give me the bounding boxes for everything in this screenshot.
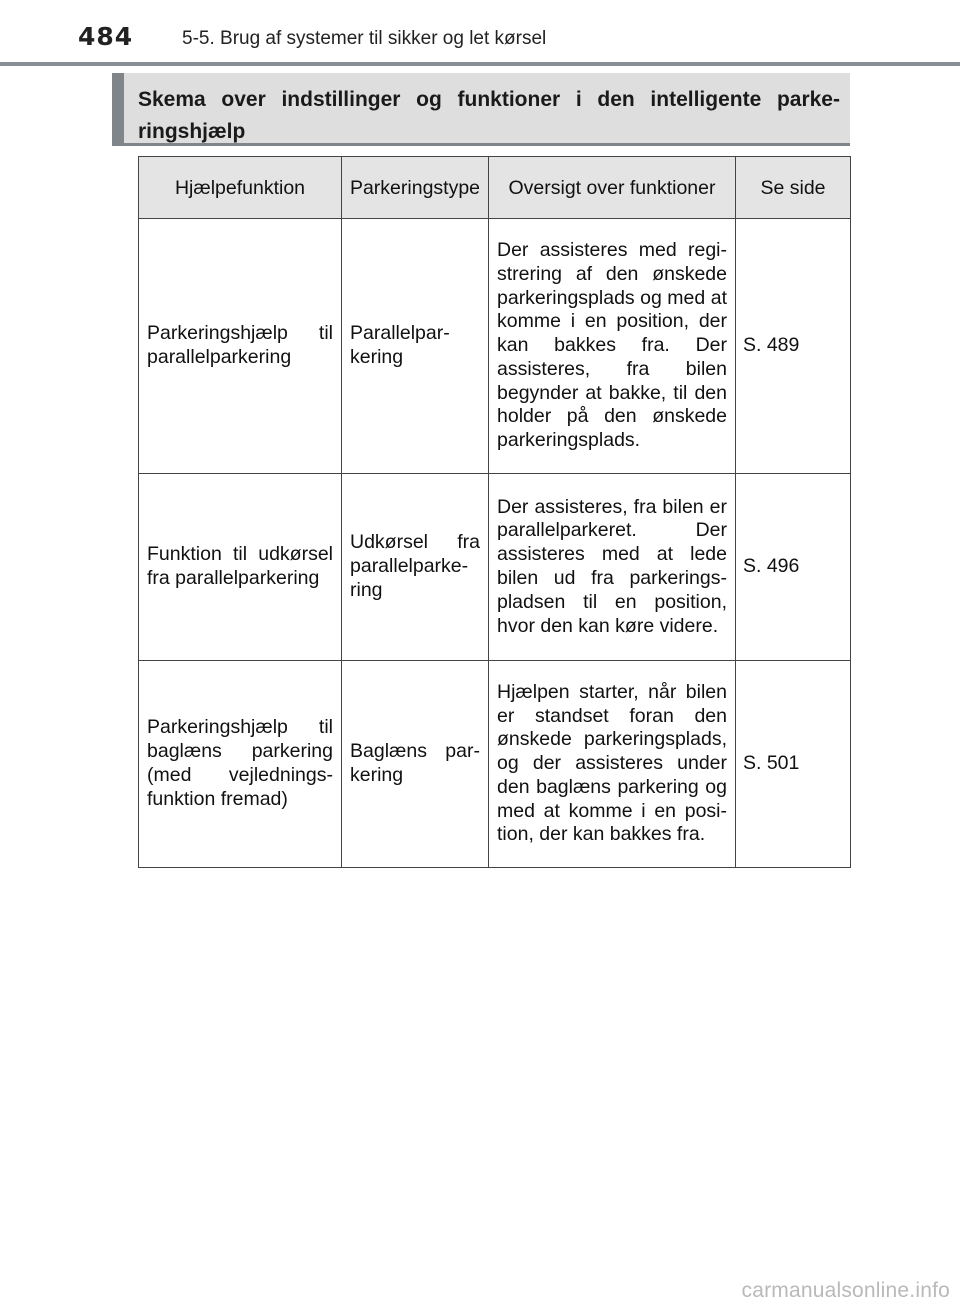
table-row [139, 219, 851, 474]
cell-page-ref: S. 496 [736, 474, 851, 661]
section-heading: 5-5. Brug af systemer til sikker og let kørsel [182, 28, 547, 49]
cell-parking-type: Udkørsel fra parallelparkering [342, 474, 489, 661]
header-rule [0, 62, 960, 66]
cell-page-ref: S. 501 [736, 661, 851, 868]
page-number: 484 [78, 22, 134, 51]
cell-page-ref: S. 489 [736, 219, 851, 474]
header-function: Hjælpefunktion [139, 157, 342, 219]
header-parking-type: Parkeringstype [342, 157, 489, 219]
cell-parking-type: Parallelparkering [342, 219, 489, 474]
cell-parking-type: Baglæns parkering [342, 661, 489, 868]
table-row [139, 661, 851, 868]
cell-function: Parkeringshjælp til baglæns parkering (med vejledningsfunktion fremad) [139, 661, 342, 868]
cell-overview: Hjælpen starter, når bilen er standset foran den ønskede parkeringsplads, og der assisteres under den baglæns parkering og med at komme i en position, der kan bakkes fra. [489, 661, 736, 868]
cell-overview: Der assisteres, fra bilen er parallelparkeret. Der assisteres med at lede bilen ud fra parkeringspladsen til en position, hvor den kan køre videre. [489, 474, 736, 661]
table-row [139, 474, 851, 661]
header-overview: Oversigt over funktioner [489, 157, 736, 219]
table-title: Skema over indstillinger og funktioner i den intelligente parkeringshjælp [138, 88, 840, 143]
table-title-box [112, 73, 850, 143]
table-header-row [139, 157, 851, 219]
cell-overview: Der assisteres med registrering af den ønskede parkeringsplads og med at komme i en position, der kan bakkes fra. Der assisteres, fra bilen begynder at bakke, til den holder på den ønskede parkeringsplads. [489, 219, 736, 474]
parking-assist-table [138, 156, 851, 868]
watermark: carmanualsonline.info [741, 1279, 950, 1302]
cell-function: Funktion til udkørsel fra parallelparkering [139, 474, 342, 661]
header-see-page: Se side [736, 157, 851, 219]
title-underline [112, 143, 850, 146]
cell-function: Parkeringshjælp til parallelparkering [139, 219, 342, 474]
